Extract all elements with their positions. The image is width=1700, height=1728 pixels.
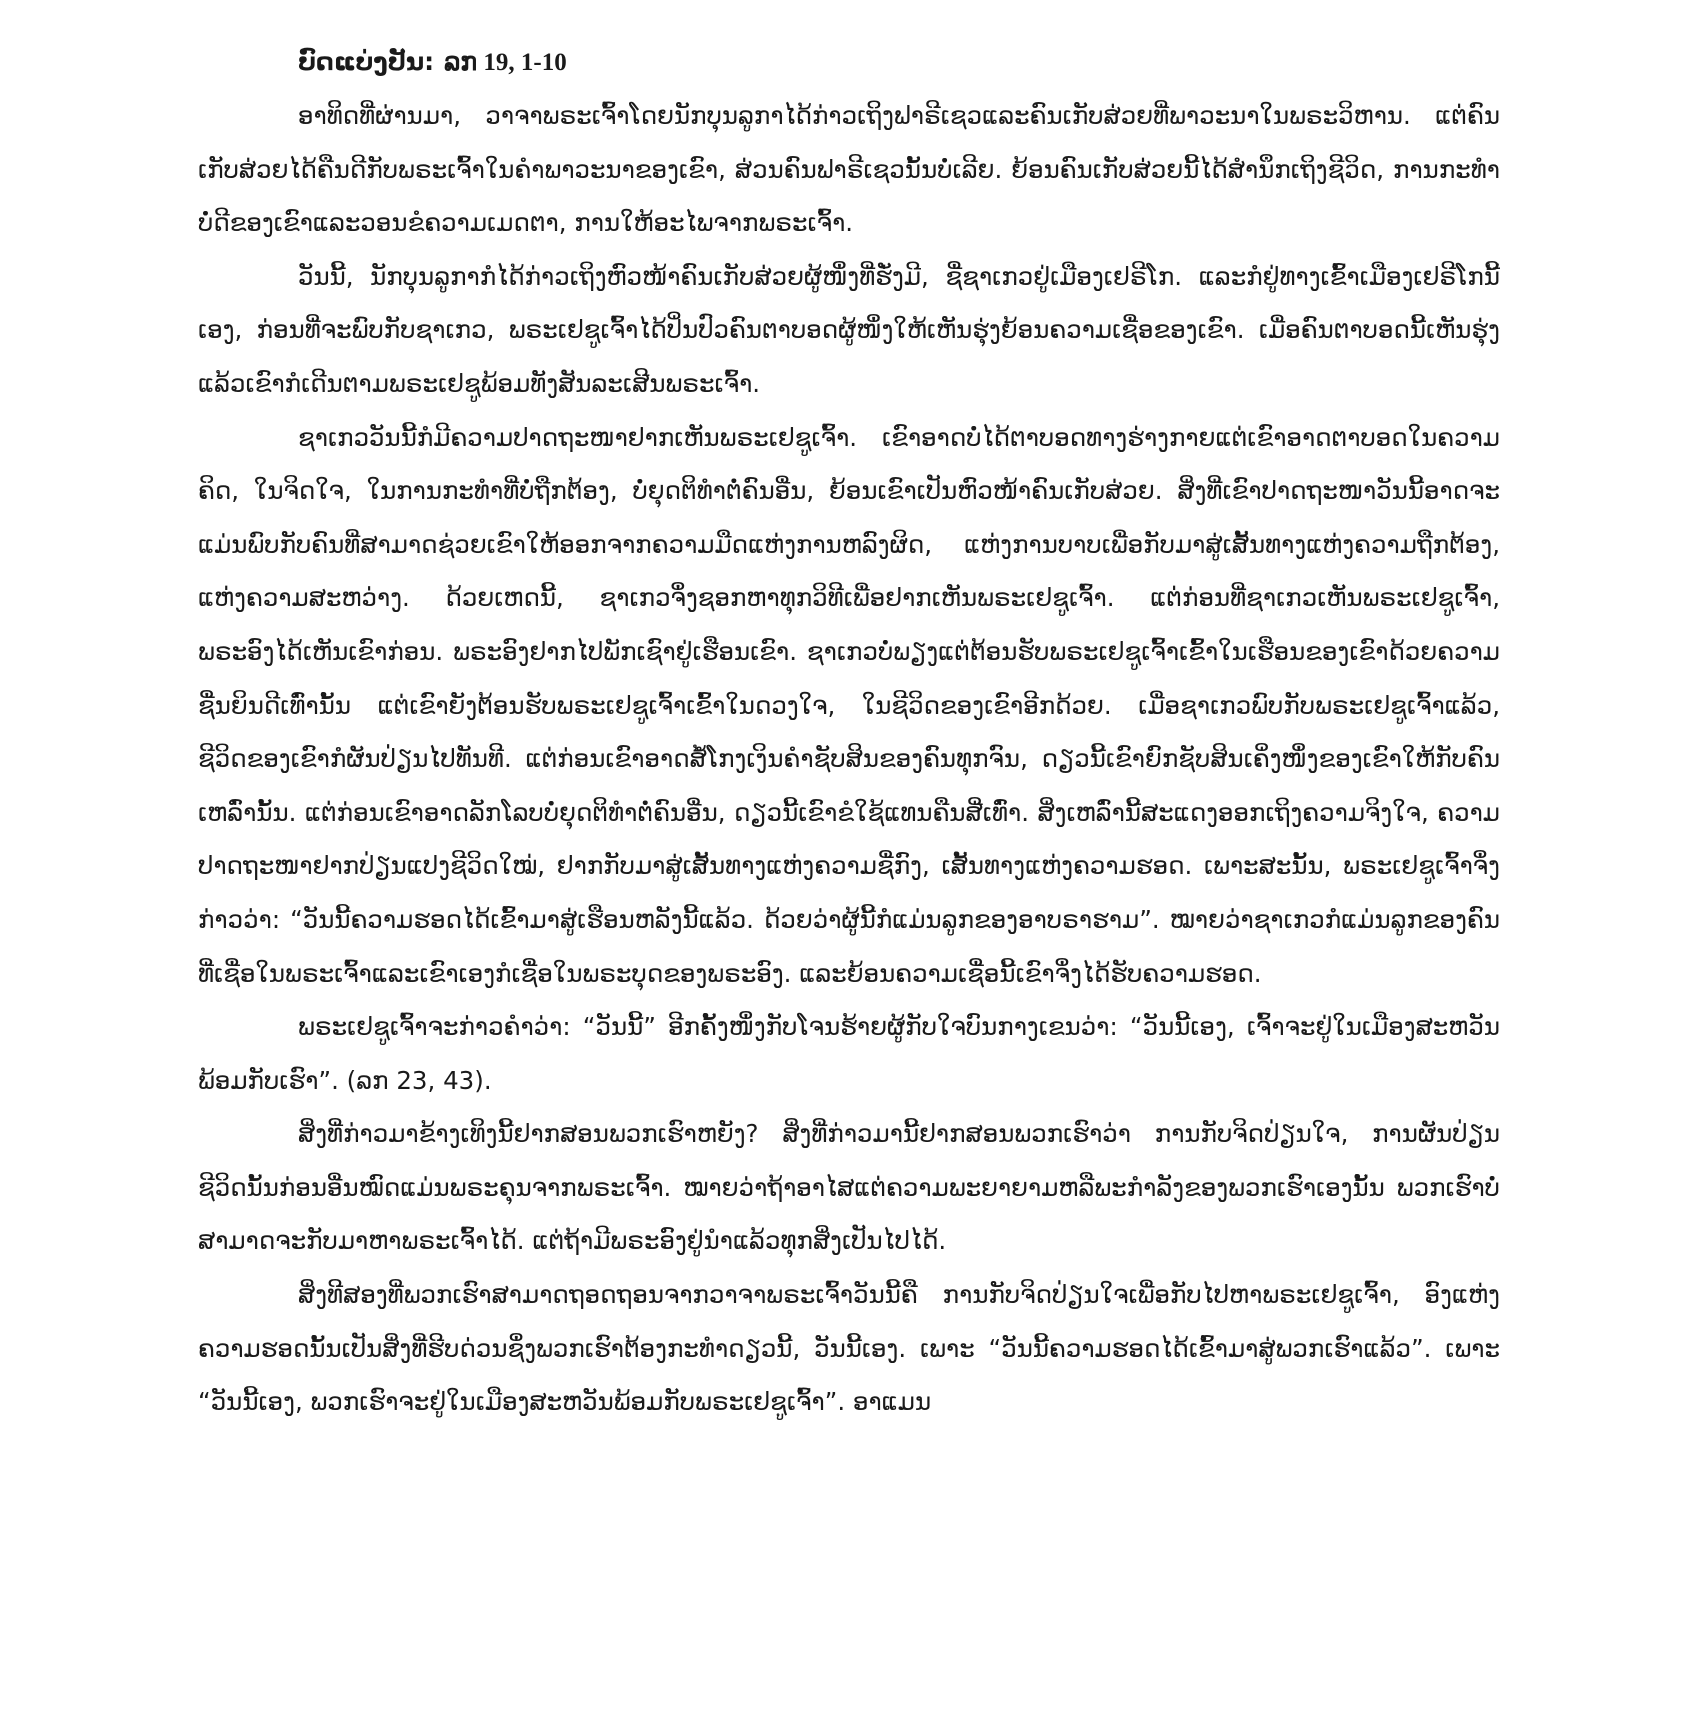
paragraph-6: ສິ່ງທີສອງທີ່ພວກເຮົາສາມາດຖອດຖອນຈາກວາຈາພຣະເຈົ້າວັນນີ້ຄື ການກັບຈິດປ່ຽນໃຈເພື່ອກັບໄປຫາພຣະເຢຊູເຈົ້າ, ອົງແຫ່ງຄວາມຮອດນັ້ນເປັນສິ່ງທີ່ຮີບດ່ວນຊຶ່ງພວກເຮົາຕ້ອງກະທຳດຽວນີ້, ວັນນີ້ເອງ. ເພາະ “ວັນນີ້ຄວາມຮອດໄດ້ເຂົ້າມາສູ່ພວກເຮົາແລ້ວ”. ເພາະ “ວັນນີ້ເອງ, ພວກເຮົາຈະຢູ່ໃນເມືອງສະຫວັນພ້ອມກັບພຣະເຢຊູເຈົ້າ”. ອາແມນ — [198, 1280, 1500, 1417]
paragraph-4: ພຣະເຢຊູເຈົ້າຈະກ່າວຄຳວ່າ: “ວັນນີ້” ອີກຄັ້ງໜຶ່ງກັບໂຈນຮ້າຍຜູ້ກັບໃຈບົນກາງເຂນວ່າ: “ວັນນີ້ເອງ, ເຈົ້າຈະຢູ່ໃນເມືອງສະຫວັນພ້ອມກັບເຮົາ”. (ລກ 23, 43). — [198, 1012, 1500, 1095]
document-page — [198, 40, 1500, 1429]
scripture-reference: ລກ 19, 1-10 — [444, 49, 567, 76]
heading-label: ບົດແບ່ງປັນ: — [298, 47, 435, 76]
paragraph-1: ອາທິດທີ່ຜ່ານມາ, ວາຈາພຣະເຈົ້າໂດຍນັກບຸນລູກາໄດ້ກ່າວເຖິງຟາຣີເຊວແລະຄົນເກັບສ່ວຍທີ່ພາວະນາໃນພຣະວິຫານ. ແຕ່ຄົນເກັບສ່ວຍໄດ້ຄືນດີກັບພຣະເຈົ້າໃນຄຳພາວະນາຂອງເຂົາ, ສ່ວນຄົນຟາຣີເຊວນັ້ນບໍ່ເລີຍ. ຍ້ອນຄົນເກັບສ່ວຍນີ້ໄດ້ສຳນຶກເຖິງຊີວິດ, ການກະທຳບໍ່ດີຂອງເຂົາແລະວອນຂໍຄວາມເມດຕາ, ການໃຫ້ອະໄພຈາກພຣະເຈົ້າ. — [198, 101, 1500, 238]
paragraph-2: ວັນນີ້, ນັກບຸນລູກາກໍໄດ້ກ່າວເຖິງຫົວໜ້າຄົນເກັບສ່ວຍຜູ້ໜຶ່ງທີ່ຮັ່ງມີ, ຊື່ຊາເກວຢູ່ເມືອງເຢຣີໂກ. ແລະກໍຢູ່ທາງເຂົ້າເມືອງເຢຣີໂກນີ້ເອງ, ກ່ອນທີ່ຈະພົບກັບຊາເກວ, ພຣະເຢຊູເຈົ້າໄດ້ປິ່ນປົວຄົນຕາບອດຜູ້ໜຶ່ງໃຫ້ເຫັນຮຸ່ງຍ້ອນຄວາມເຊື່ອຂອງເຂົາ. ເມື່ອຄົນຕາບອດນີ້ເຫັນຮຸ່ງແລ້ວເຂົາກໍເດີນຕາມພຣະເຢຊູພ້ອມທັງສັນລະເສີນພຣະເຈົ້າ. — [198, 261, 1500, 398]
document-heading — [298, 40, 1500, 85]
paragraph-3: ຊາເກວວັນນີ້ກໍມີຄວາມປາດຖະໜາຢາກເຫັນພຣະເຢຊູເຈົ້າ. ເຂົາອາດບໍ່ໄດ້ຕາບອດທາງຮ່າງກາຍແຕ່ເຂົາອາດຕາບອດໃນຄວາມຄິດ, ໃນຈິດໃຈ, ໃນການກະທຳທີ່ບໍ່ຖືກຕ້ອງ, ບໍ່ຍຸດຕິທຳຕໍ່ຄົນອື່ນ, ຍ້ອນເຂົາເປັນຫົວໜ້າຄົນເກັບສ່ວຍ. ສິ່ງທີ່ເຂົາປາດຖະໜາວັນນີ້ອາດຈະແມ່ນພົບກັບຄົນທີ່ສາມາດຊ່ວຍເຂົາໃຫ້ອອກຈາກຄວາມມືດແຫ່ງການຫລົງຜິດ, ແຫ່ງການບາບເພື່ອກັບມາສູ່ເສັ້ນທາງແຫ່ງຄວາມຖືກຕ້ອງ, ແຫ່ງຄວາມສະຫວ່າງ. ດ້ວຍເຫດນີ້, ຊາເກວຈຶ່ງຊອກຫາທຸກວິທີເພື່ອຢາກເຫັນພຣະເຢຊູເຈົ້າ. ແຕ່ກ່ອນທີ່ຊາເກວເຫັນພຣະເຢຊູເຈົ້າ, ພຣະອົງໄດ້ເຫັນເຂົາກ່ອນ. ພຣະອົງຢາກໄປພັກເຊົາຢູ່ເຮືອນເຂົາ. ຊາເກວບໍ່ພຽງແຕ່ຕ້ອນຮັບພຣະເຢຊູເຈົ້າເຂົ້າໃນເຮືອນຂອງເຂົາດ້ວຍຄວາມຊື່ນຍິນດີເທົ່ານັ້ນ ແຕ່ເຂົາຍັງຕ້ອນຮັບພຣະເຢຊູເຈົ້າເຂົ້າໃນດວງໃຈ, ໃນຊີວິດຂອງເຂົາອີກດ້ວຍ. ເມື່ອຊາເກວພົບກັບພຣະເຢຊູເຈົ້າແລ້ວ, ຊີວິດຂອງເຂົາກໍຜັນປ່ຽນໄປທັນທີ. ແຕ່ກ່ອນເຂົາອາດສໍ້ໂກງເງິນຄຳຊັບສິນຂອງຄົນທຸກຈົນ, ດຽວນີ້ເຂົາຍົກຊັບສິນເຄິ່ງໜຶ່ງຂອງເຂົາໃຫ້ກັບຄົນເຫລົ່ານັ້ນ. ແຕ່ກ່ອນເຂົາອາດລັກໂລບບໍ່ຍຸດຕິທຳຕໍ່ຄົນອື່ນ, ດຽວນີ້ເຂົາຂໍໃຊ້ແທນຄືນສີ່ເທົ່າ. ສິ່ງເຫລົ່ານີ້ສະແດງອອກເຖິງຄວາມຈິງໃຈ, ຄວາມປາດຖະໜາຢາກປ່ຽນແປງຊີວິດໃໝ່, ຢາກກັບມາສູ່ເສັ້ນທາງແຫ່ງຄວາມຊື່ກົງ, ເສັ້ນທາງແຫ່ງຄວາມຮອດ. ເພາະສະນັ້ນ, ພຣະເຢຊູເຈົ້າຈຶ່ງກ່າວວ່າ: “ວັນນີ້ຄວາມຮອດໄດ້ເຂົ້າມາສູ່ເຮືອນຫລັງນີ້ແລ້ວ. ດ້ວຍວ່າຜູ້ນີ້ກໍແມ່ນລູກຂອງອາບຣາຮາມ”. ໝາຍວ່າຊາເກວກໍແມ່ນລູກຂອງຄົນທີ່ເຊື່ອໃນພຣະເຈົ້າແລະເຂົາເອງກໍເຊື່ອໃນພຣະບຸດຂອງພຣະອົງ. ແລະຍ້ອນຄວາມເຊື່ອນີ້ເຂົາຈຶ່ງໄດ້ຮັບຄວາມຮອດ. — [198, 422, 1500, 988]
paragraph-5: ສິ່ງທີ່ກ່າວມາຂ້າງເທິງນີ້ຢາກສອນພວກເຮົາຫຍັງ? ສິ່ງທີ່ກ່າວມານີ້ຢາກສອນພວກເຮົາວ່າ ການກັບຈິດປ່ຽນໃຈ, ການຜັນປ່ຽນຊີວິດນັ້ນກ່ອນອື່ນໝົດແມ່ນພຣະຄຸນຈາກພຣະເຈົ້າ. ໝາຍວ່າຖ້າອາໄສແຕ່ຄວາມພະຍາຍາມຫລືພະກຳລັງຂອງພວກເຮົາເອງນັ້ນ ພວກເຮົາບໍ່ສາມາດຈະກັບມາຫາພຣະເຈົ້າໄດ້. ແຕ່ຖ້າມີພຣະອົງຢູ່ນຳແລ້ວທຸກສິ່ງເປັນໄປໄດ້. — [198, 1119, 1500, 1256]
